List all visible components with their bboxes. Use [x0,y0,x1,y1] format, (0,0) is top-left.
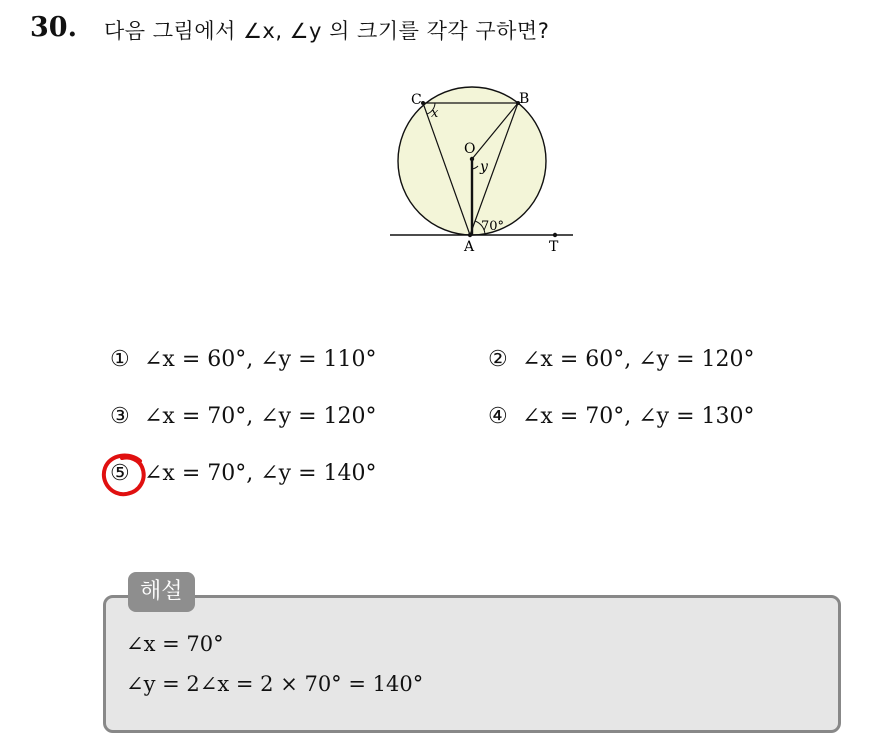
choice-3-text: ∠x = 70°, ∠y = 120° [144,404,377,429]
label-a: A [464,239,475,255]
choice-1-number: ① [110,347,130,372]
solution-box [103,595,841,733]
choice-4-text: ∠x = 70°, ∠y = 130° [522,404,755,429]
point-t [553,233,557,237]
choice-2-text: ∠x = 60°, ∠y = 120° [522,347,755,372]
label-t: T [549,239,559,255]
label-angle: 70° [481,219,505,234]
question-number: 30. [30,12,77,43]
question-text: 다음 그림에서 ∠x, ∠y 의 크기를 각각 구하면? [104,19,550,43]
choice-1-text: ∠x = 60°, ∠y = 110° [144,347,377,372]
solution-line-2: ∠y = 2∠x = 2 × 70° = 140° [126,672,424,696]
choice-3-number: ③ [110,404,130,429]
label-o: O [464,141,476,157]
choice-2-number: ② [488,347,508,372]
choice-5-text: ∠x = 70°, ∠y = 140° [144,461,377,486]
solution-line-1: ∠x = 70° [126,632,224,656]
label-b: B [519,91,530,107]
point-o [470,157,474,161]
label-c: C [411,92,422,108]
choice-5-number: ⑤ [110,461,130,486]
label-y: y [480,159,488,175]
choice-2[interactable] [488,347,755,372]
point-a [468,233,472,237]
choice-4[interactable] [488,404,755,429]
choice-4-number: ④ [488,404,508,429]
choice-3[interactable] [110,404,377,429]
geometry-figure [385,85,577,257]
choice-1[interactable] [110,347,377,372]
answer-mark-circle [100,451,150,499]
label-x: x [431,106,439,121]
solution-tag: 해설 [128,572,195,612]
